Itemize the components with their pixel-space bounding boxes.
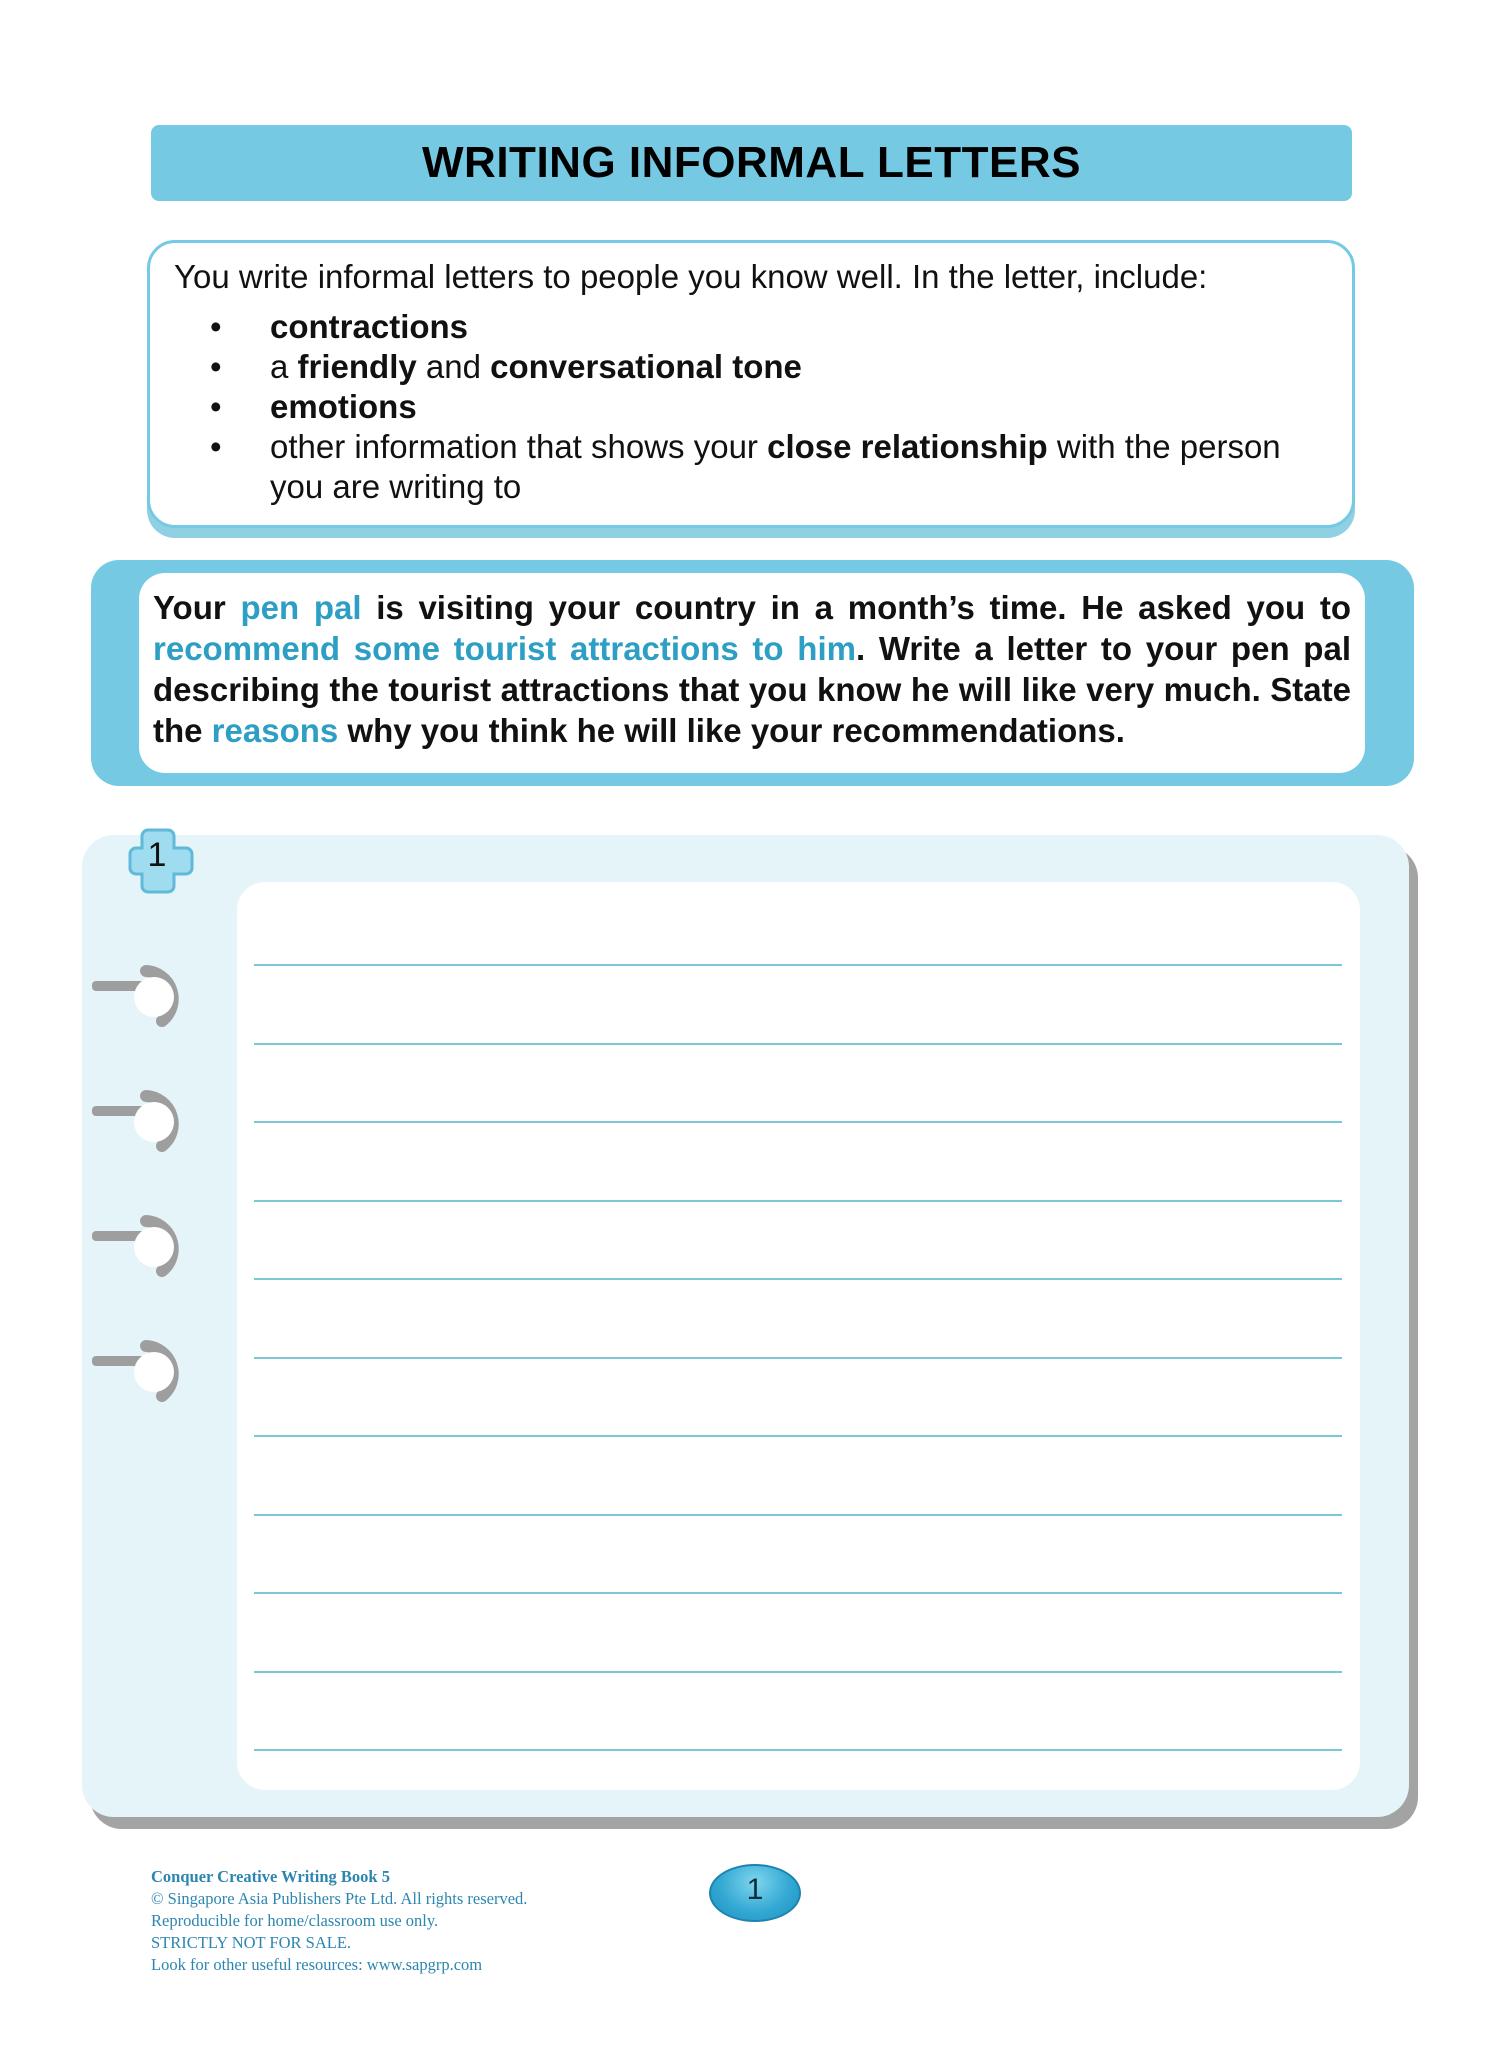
footer bbox=[151, 1866, 711, 1976]
writing-line bbox=[254, 1357, 1342, 1359]
footer-copyright: © Singapore Asia Publishers Pte Ltd. All rights reserved. bbox=[151, 1889, 528, 1908]
writing-line bbox=[254, 1043, 1342, 1045]
footer-book-title: Conquer Creative Writing Book 5 bbox=[151, 1867, 390, 1886]
task-panel bbox=[91, 560, 1414, 786]
writing-line bbox=[254, 1592, 1342, 1594]
page-number-badge bbox=[709, 1864, 801, 1922]
prompt-text: . Write a letter to your pen pal describing the tourist attractions that you know he will like very much. State the bbox=[153, 630, 1351, 749]
binder-ring-icon bbox=[84, 1213, 184, 1283]
writing-line bbox=[254, 964, 1342, 966]
writing-line bbox=[254, 1121, 1342, 1123]
writing-line bbox=[254, 1200, 1342, 1202]
writing-line bbox=[254, 1514, 1342, 1516]
page-title: WRITING INFORMAL LETTERS bbox=[422, 138, 1081, 187]
plain-text: a bbox=[270, 348, 298, 385]
footer-reproducible: Reproducible for home/classroom use only. bbox=[151, 1911, 439, 1930]
intro-list-item-text bbox=[270, 387, 1310, 427]
intro-box bbox=[147, 240, 1355, 528]
plain-text: with the person you are writing to bbox=[270, 428, 1281, 505]
writing-line bbox=[254, 1278, 1342, 1280]
footer-not-for-sale: STRICTLY NOT FOR SALE. bbox=[151, 1933, 352, 1952]
intro-list-item bbox=[60, 347, 1310, 387]
highlighted-phrase: pen pal bbox=[240, 589, 362, 626]
intro-lead: You write informal letters to people you know well. In the letter, include: bbox=[174, 258, 1208, 295]
binder-ring-icon bbox=[84, 963, 184, 1033]
bullet-glyph: • bbox=[210, 308, 222, 345]
question-number-badge bbox=[126, 826, 196, 896]
plain-text: and bbox=[416, 348, 491, 385]
intro-list-item-text bbox=[270, 347, 1310, 387]
bold-text: conversational tone bbox=[490, 348, 802, 385]
bullet-glyph: • bbox=[210, 348, 222, 385]
highlighted-phrase: recommend some tourist attractions to him bbox=[153, 630, 856, 667]
title-banner bbox=[151, 125, 1352, 201]
bold-text: emotions bbox=[270, 388, 417, 425]
writing-line bbox=[254, 1435, 1342, 1437]
page-number: 1 bbox=[746, 1873, 764, 1906]
intro-list-item-text bbox=[270, 307, 1310, 347]
bold-text: contractions bbox=[270, 308, 469, 345]
intro-list-item bbox=[60, 387, 1310, 427]
prompt-text: is visiting your country in a month’s time. He asked you to bbox=[361, 589, 1351, 626]
bullet-glyph: • bbox=[210, 388, 222, 425]
prompt-text: why you think he will like your recommendations. bbox=[338, 712, 1125, 749]
intro-list-item-text bbox=[270, 427, 1310, 507]
writing-line bbox=[254, 1749, 1342, 1751]
task-card bbox=[139, 573, 1365, 773]
intro-list-item bbox=[60, 307, 1310, 347]
bold-text: close relationship bbox=[767, 428, 1048, 465]
binder-ring-icon bbox=[84, 1338, 184, 1408]
question-number: 1 bbox=[147, 836, 167, 874]
writing-area[interactable] bbox=[237, 882, 1360, 1790]
prompt-text: Your bbox=[153, 589, 241, 626]
plain-text: other information that shows your bbox=[270, 428, 768, 465]
intro-list-item bbox=[60, 427, 1310, 507]
binder-ring-icon bbox=[84, 1088, 184, 1158]
bullet-glyph: • bbox=[210, 428, 222, 465]
footer-resources: Look for other useful resources: www.sapgrp.com bbox=[151, 1955, 483, 1974]
intro-list bbox=[210, 307, 1310, 507]
highlighted-phrase: reasons bbox=[211, 712, 339, 749]
writing-line bbox=[254, 1671, 1342, 1673]
task-prompt bbox=[153, 587, 1351, 751]
bold-text: friendly bbox=[297, 348, 417, 385]
